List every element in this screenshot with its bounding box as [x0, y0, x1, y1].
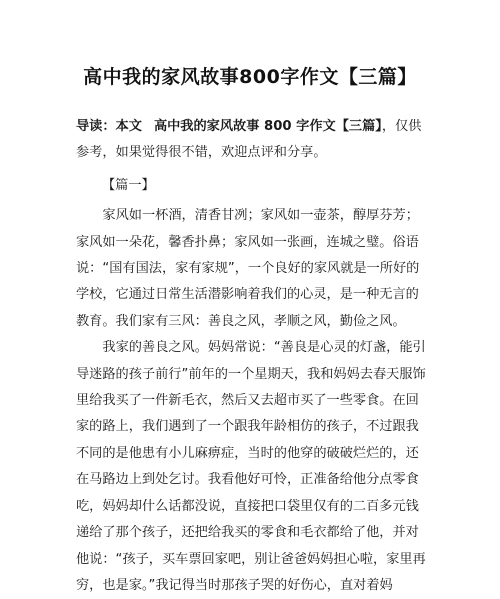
- intro-paragraph: [76, 114, 428, 167]
- body-paragraph-2: 我家的善良之风。妈妈常说：“善良是心灵的灯盏，能引导迷路的孩子前行”前年的一个星期天，我和妈妈去春天服饰里给我买了一件新毛衣，然后又去超市买了一些零食。在回家的路上，我们遇到了一个跟我年龄相仿的孩子，不过跟我不同的是他患有小儿麻痹症，当时的他穿的破破烂烂的，还在马路边上到处乞讨。我看他好可怜，正准备给他分点零食吃，妈妈却什么话都没说，直接把口袋里仅有的二百多元钱递给了那个孩子，还把给我买的零食和毛衣都给了他，并对他说：“孩子，买车票回家吧，别让爸爸妈妈担心啦，家里再穷，也是家。”我记得当时那孩子哭的好伤心，直对着妈: [76, 340, 426, 593]
- intro-label: 导读：本文: [76, 119, 142, 134]
- document-title: 高中我的家风故事800字作文【三篇】: [83, 66, 417, 88]
- body-paragraph-1: 家风如一杯酒，清香甘冽；家风如一壶茶，醇厚芬芳；家风如一朵花，馨香扑鼻；家风如一张画，连城之璧。俗语说：“国有国法，家有家规”，一个良好的家风就是一所好的学校，它通过日常生活潜影响着我们的心灵，是一种无言的教育。我们家有三风：善良之风，孝顺之风，勤俭之风。: [76, 208, 420, 329]
- intro-rest: ，仅供参考，如果觉得很不错，欢迎点评和分享。: [76, 119, 422, 161]
- intro-article-title: 高中我的家风故事 800 字作文【三篇】: [153, 119, 382, 134]
- section-heading: 【篇一】: [102, 177, 155, 193]
- document-body: [76, 114, 428, 599]
